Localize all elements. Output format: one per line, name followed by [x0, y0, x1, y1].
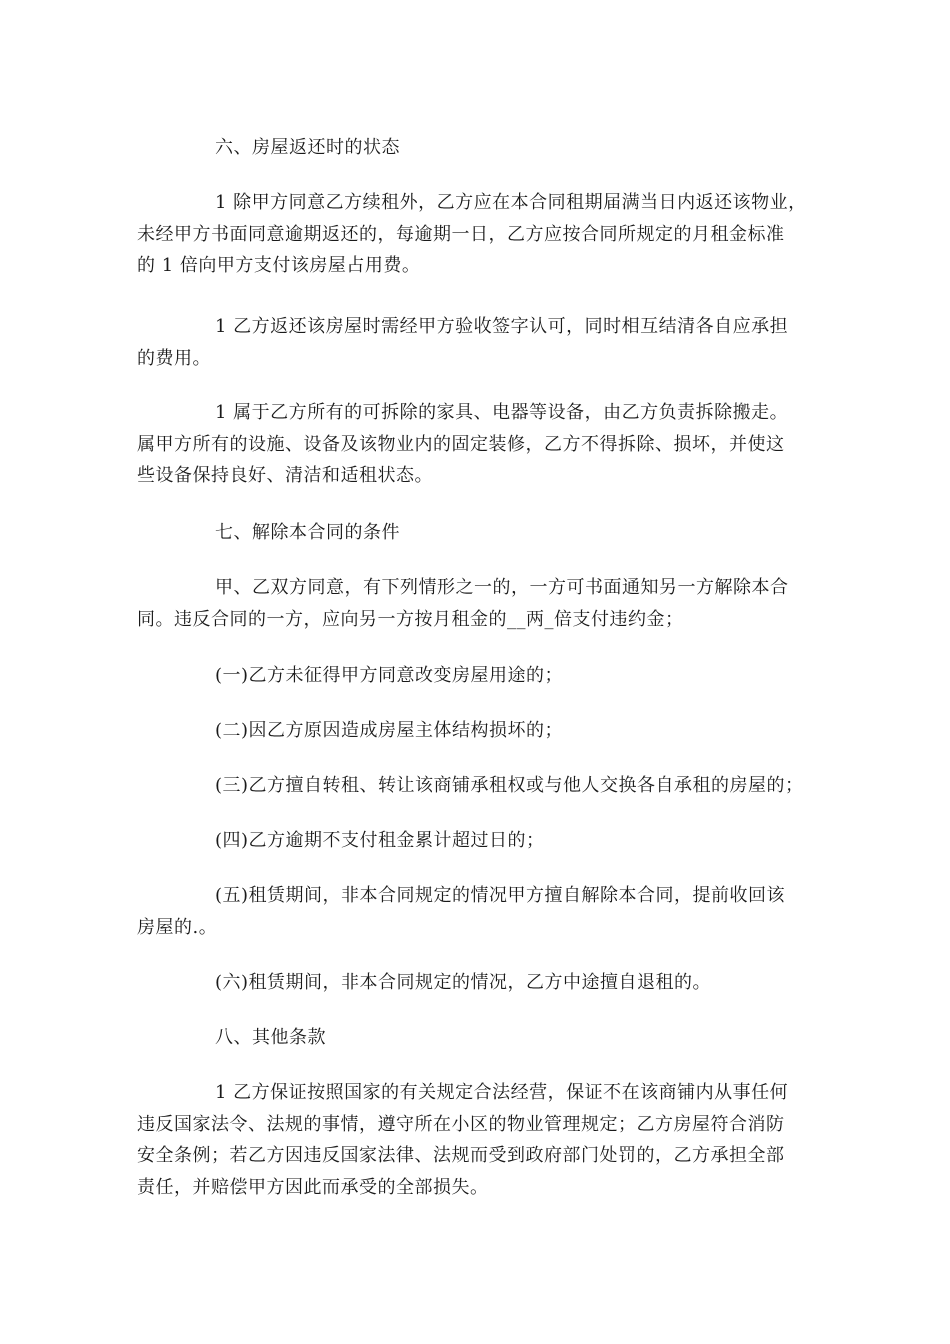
clause-item-2: [137, 715, 817, 747]
paragraph-line: 的费用。: [137, 347, 211, 369]
clause-item-4: [137, 825, 817, 857]
paragraph-line: 同。违反合同的一方，应向另一方按月租金的__两_倍支付违约金；: [137, 608, 684, 630]
heading-text: 六、房屋返还时的状态: [215, 137, 400, 158]
paragraph-line: (一)乙方未征得甲方同意改变房屋用途的；: [215, 665, 564, 686]
paragraph-8-1: [137, 1077, 817, 1203]
paragraph-line: 1 属于乙方所有的可拆除的家具、电器等设备，由乙方负责拆除搬走。: [215, 402, 789, 423]
clause-item-3: [137, 770, 817, 802]
paragraph-line: 1 乙方返还该房屋时需经甲方验收签字认可，同时相互结清各自应承担: [215, 316, 789, 337]
paragraph-line: (五)租赁期间，非本合同规定的情况甲方擅自解除本合同，提前收回该: [215, 885, 786, 906]
paragraph-line: 1 乙方保证按照国家的有关规定合法经营，保证不在该商铺内从事任何: [215, 1082, 789, 1103]
paragraph-7-1: [137, 572, 817, 635]
paragraph-line: 安全条例；若乙方因违反国家法律、法规而受到政府部门处罚的，乙方承担全部: [137, 1145, 785, 1166]
paragraph-line: 1 除甲方同意乙方续租外，乙方应在本合同租期届满当日内返还该物业，: [215, 192, 807, 213]
paragraph-line: 些设备保持良好、清洁和适租状态。: [137, 465, 433, 486]
paragraph-line: (四)乙方逾期不支付租金累计超过日的；: [215, 830, 545, 851]
clause-item-6: [137, 967, 817, 999]
heading-text: 八、其他条款: [215, 1027, 326, 1048]
paragraph-line: 未经甲方书面同意逾期返还的，每逾期一日，乙方应按合同所规定的月租金标准: [137, 223, 785, 245]
paragraph-6-2: [137, 311, 817, 374]
paragraph-line: (六)租赁期间，非本合同规定的情况，乙方中途擅自退租的。: [215, 972, 712, 993]
section-heading-8: [137, 1022, 817, 1054]
section-heading-7: [137, 517, 817, 549]
paragraph-6-3: [137, 397, 817, 492]
clause-item-1: [137, 660, 817, 692]
section-heading-6: [137, 132, 817, 164]
paragraph-line: 属甲方所有的设施、设备及该物业内的固定装修，乙方不得拆除、损坏，并使这: [137, 433, 785, 455]
paragraph-line: 房屋的.。: [137, 916, 218, 938]
clause-item-5: [137, 880, 817, 943]
paragraph-line: (三)乙方擅自转租、转让该商铺承租权或与他人交换各自承租的房屋的；: [215, 775, 804, 796]
paragraph-6-1: [137, 187, 817, 282]
paragraph-line: 责任，并赔偿甲方因此而承受的全部损失。: [137, 1176, 489, 1198]
paragraph-line: (二)因乙方原因造成房屋主体结构损坏的；: [215, 720, 564, 741]
paragraph-line: 的 1 倍向甲方支付该房屋占用费。: [137, 255, 421, 276]
heading-text: 七、解除本合同的条件: [215, 522, 400, 543]
paragraph-line: 甲、乙双方同意，有下列情形之一的，一方可书面通知另一方解除本合: [215, 577, 789, 598]
paragraph-line: 违反国家法令、法规的事情，遵守所在小区的物业管理规定；乙方房屋符合消防: [137, 1113, 785, 1135]
